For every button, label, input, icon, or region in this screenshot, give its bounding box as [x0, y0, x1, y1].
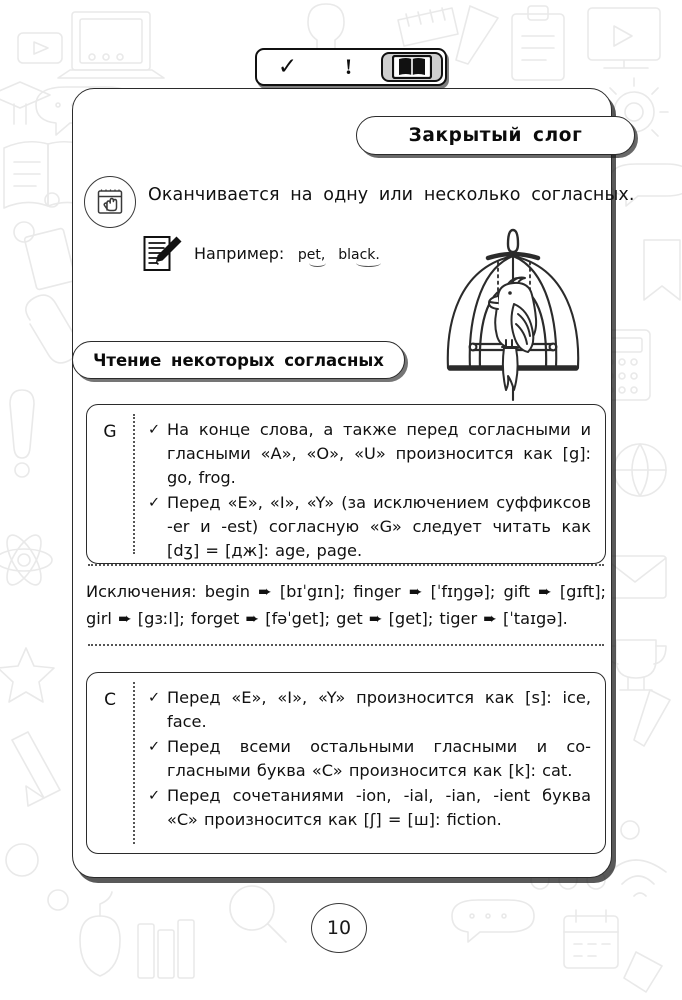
- rule-letter-g: G: [103, 422, 117, 442]
- top-toolbar: [255, 48, 447, 86]
- dotted-separator-bottom: [88, 644, 604, 646]
- rule-item: ✓ На конце слова, а также перед согласными и гласными «A», «O», «U» произносится как [g]: go, frog.: [148, 420, 591, 487]
- rule-letter-c: C: [104, 690, 116, 710]
- example-word-2: black.: [338, 247, 380, 263]
- rule-list-c: [135, 673, 605, 853]
- check-icon: ✓: [148, 690, 161, 706]
- page-title: [356, 116, 635, 155]
- tab-exclamation[interactable]: [318, 50, 379, 84]
- page-number: [311, 903, 367, 953]
- dotted-separator-top: [88, 564, 604, 566]
- note-pencil-icon: [143, 234, 183, 272]
- page-number-text: 10: [326, 917, 352, 939]
- rule-item: ✓ Перед всеми остальными гласными и согласными буква «C» произносится как [k]: cat.: [148, 737, 591, 780]
- rule-list-g: [135, 405, 605, 563]
- example-text: [194, 244, 380, 263]
- rule-item: ✓ Перед «E», «I», «Y» произносится как [s]: ice, face.: [148, 688, 591, 731]
- exceptions-block: [86, 578, 606, 632]
- rule-item: ✓ Перед «E», «I», «Y» (за исключением суффиксов -er и -est) согласную «G» следует читать как [dʒ] = [дж]: age, page.: [148, 493, 591, 560]
- rule-box-c: [86, 672, 606, 854]
- example-row: [143, 234, 380, 272]
- check-icon: ✓: [148, 495, 161, 511]
- section-heading-text: Чтение некоторых согласных: [93, 350, 384, 370]
- check-icon: ✓: [277, 54, 298, 80]
- check-icon: ✓: [148, 788, 161, 804]
- tab-check[interactable]: [257, 50, 318, 84]
- intro-text: Оканчивается на одну или несколько согласных.: [148, 185, 635, 205]
- hand-on-book-icon: [84, 176, 136, 228]
- open-book-icon: [392, 55, 432, 79]
- check-icon: ✓: [148, 422, 161, 438]
- tab-book-active[interactable]: [381, 52, 443, 82]
- intro-row: [84, 176, 635, 228]
- check-icon: ✓: [148, 739, 161, 755]
- example-label: Например:: [194, 243, 285, 263]
- example-word-1: pet,: [298, 247, 325, 263]
- page-title-text: Закрытый слог: [408, 125, 583, 146]
- rule-box-g: [86, 404, 606, 564]
- exclamation-icon: !: [344, 54, 353, 79]
- rule-item: ✓ Перед сочетаниями -ion, -ial, -ian, -ient буква «C» произносится как [ʃ] = [ш]: fiction.: [148, 786, 591, 829]
- birdcage-illustration: [440, 228, 612, 404]
- section-heading: [72, 341, 405, 379]
- exceptions-text: Исключения: begin ➨ [bɪˈgɪn]; finger ➨ [ˈfɪŋgə]; gift ➨ [gɪft]; girl ➨ [gɜːl]; forget ➨ [fəˈget]; get ➨ [get]; tiger ➨ [ˈtaɪgə].: [86, 582, 606, 628]
